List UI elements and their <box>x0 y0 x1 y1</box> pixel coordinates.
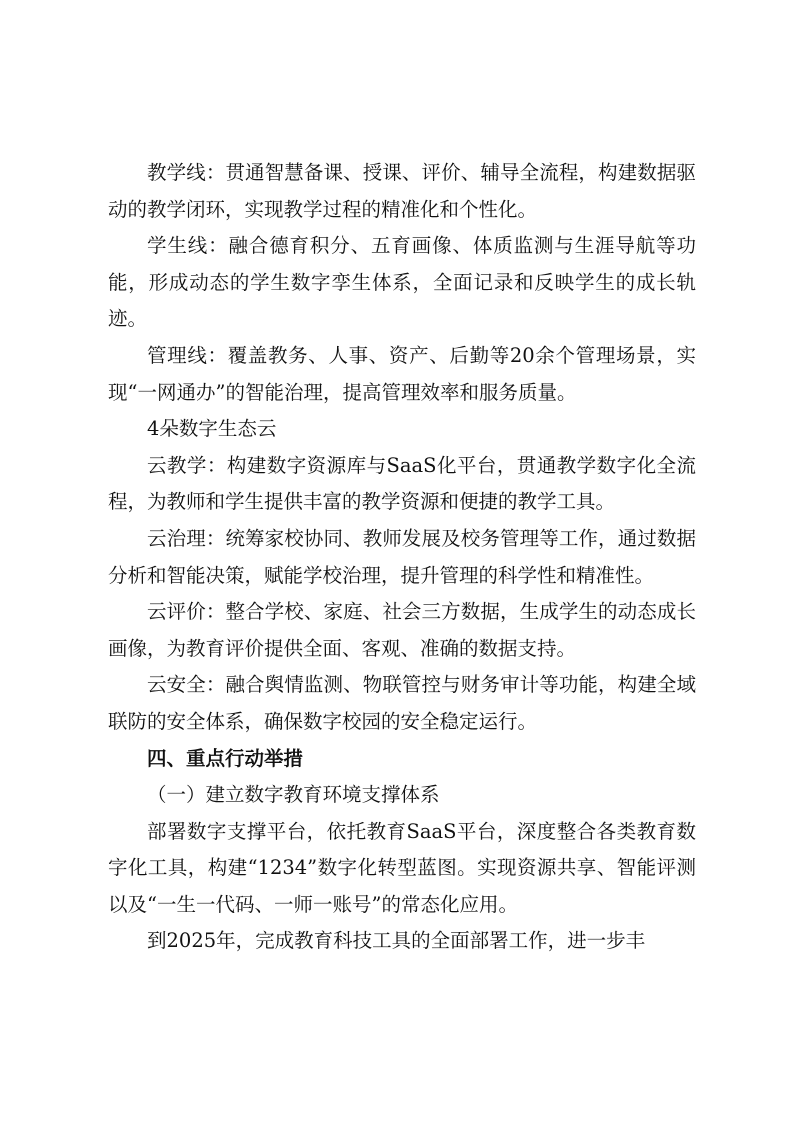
paragraph-teaching-line: 教学线：贯通智慧备课、授课、评价、辅导全流程，构建数据驱动的教学闭环，实现教学过程的精准化和个性化。 <box>108 161 696 221</box>
paragraph-cloud-teaching: 云教学：构建数字资源库与SaaS化平台，贯通教学数字化全流程，为教师和学生提供丰富的教学资源和便捷的教学工具。 <box>108 453 696 514</box>
paragraph-student-line: 学生线：融合德育积分、五育画像、体质监测与生涯导航等功能，形成动态的学生数字孪生体系，全面记录和反映学生的成长轨迹。 <box>108 234 696 331</box>
section-heading: 四、重点行动举措 <box>147 746 304 770</box>
paragraph-platform-deployment: 部署数字支撑平台，依托教育SaaS平台，深度整合各类教育数字化工具，构建“1234”数字化转型蓝图。实现资源共享、智能评测以及“一生一代码、一师一账号”的常态化应用。 <box>108 819 696 916</box>
paragraph-cloud-security: 云安全：融合舆情监测、物联管控与财务审计等功能，构建全域联防的安全体系，确保数字校园的安全稳定运行。 <box>108 673 696 733</box>
document-body <box>108 155 696 960</box>
paragraph-cloud-governance: 云治理：统筹家校协同、教师发展及校务管理等工作，通过数据分析和智能决策，赋能学校治理，提升管理的科学性和精准性。 <box>108 526 696 587</box>
paragraph-cloud-evaluation: 云评价：整合学校、家庭、社会三方数据，生成学生的动态成长画像，为教育评价提供全面、客观、准确的数据支持。 <box>108 600 696 660</box>
paragraph-management-line: 管理线：覆盖教务、人事、资产、后勤等20余个管理场景，实现“一网通办”的智能治理，提高管理效率和服务质量。 <box>108 343 696 404</box>
paragraph-2025-goal: 到2025年，完成教育科技工具的全面部署工作，进一步丰 <box>147 929 646 953</box>
subsection-heading: （一）建立数字教育环境支撑体系 <box>147 783 440 807</box>
paragraph-four-clouds: 4朵数字生态云 <box>147 417 277 441</box>
